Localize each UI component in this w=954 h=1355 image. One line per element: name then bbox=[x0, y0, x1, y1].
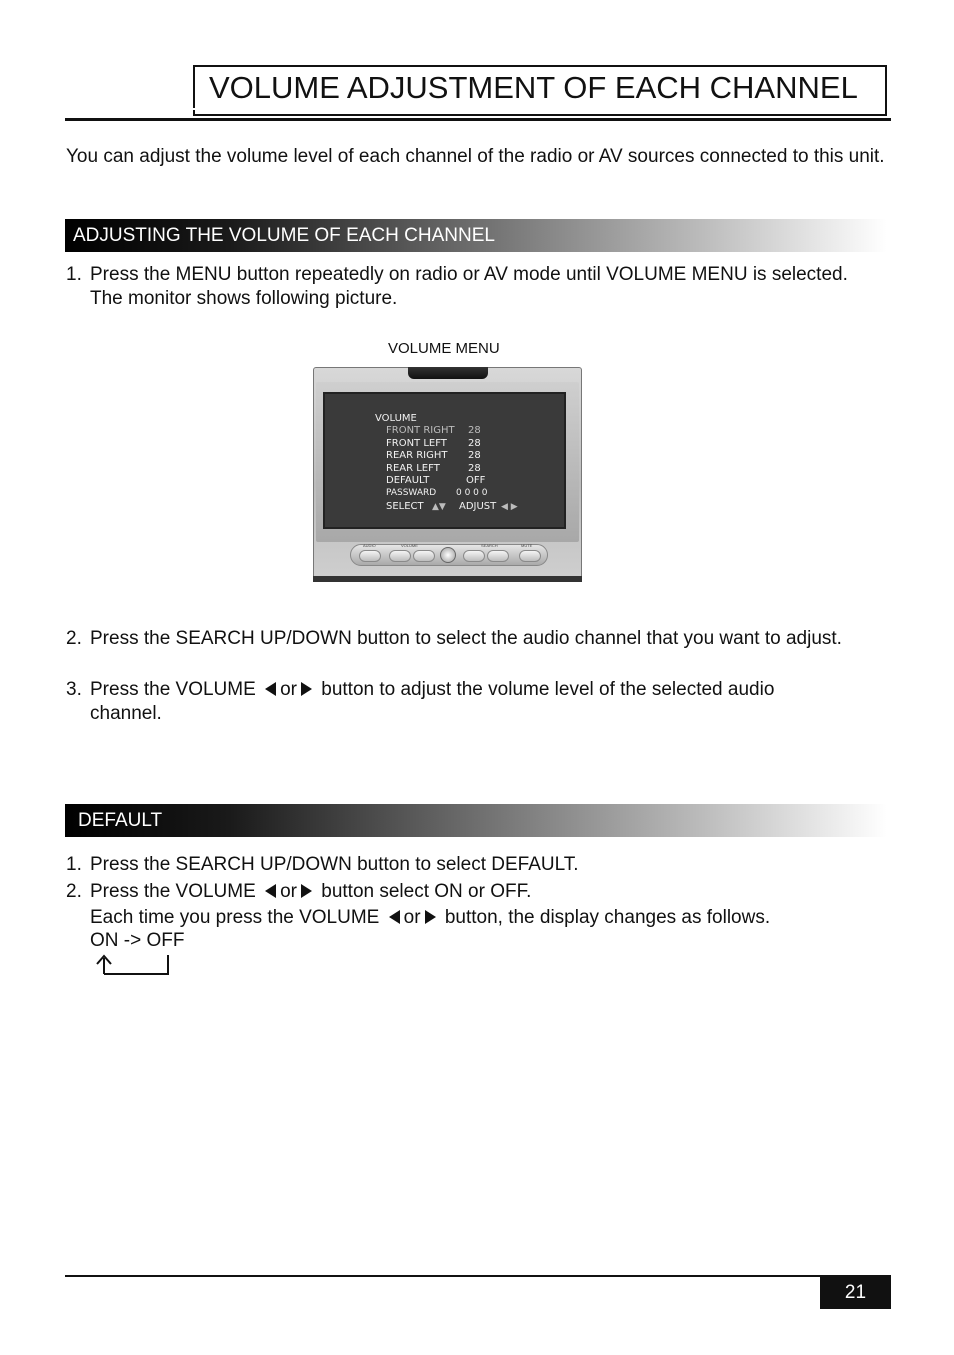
right-arrow-icon bbox=[425, 910, 436, 924]
figure-caption: VOLUME MENU bbox=[388, 340, 500, 357]
step-text: button to adjust the volume level of the selected audio channel. bbox=[90, 679, 775, 724]
step-text-or: or bbox=[280, 679, 297, 700]
monitor-top-clip bbox=[408, 367, 488, 379]
monitor-base bbox=[313, 576, 582, 582]
step-number: 1. bbox=[66, 854, 82, 875]
title-frame-notch bbox=[193, 108, 229, 110]
osd-row-label: REAR LEFT bbox=[386, 463, 440, 474]
step-text: Press the VOLUME bbox=[90, 881, 256, 902]
default-note bbox=[90, 906, 880, 930]
step-item bbox=[66, 263, 866, 311]
osd-adjust-label: ADJUST bbox=[459, 501, 497, 512]
cycle-text: ON -> OFF bbox=[90, 930, 185, 951]
monitor-screen bbox=[323, 392, 566, 529]
note-text-or: or bbox=[403, 907, 421, 928]
osd-row-value: 28 bbox=[468, 425, 481, 436]
step-item bbox=[66, 880, 866, 904]
osd-row-value: OFF bbox=[466, 475, 486, 486]
osd-row-label: FRONT LEFT bbox=[386, 438, 447, 449]
left-arrow-icon bbox=[265, 682, 276, 696]
loop-arrow-icon bbox=[92, 952, 172, 978]
step-text: Press the SEARCH UP/DOWN button to select the audio channel that you want to adjust. bbox=[90, 628, 842, 649]
section-heading-default: DEFAULT bbox=[65, 804, 887, 837]
note-text: button, the display changes as follows. bbox=[444, 907, 771, 928]
left-arrow-icon bbox=[265, 884, 276, 898]
osd-row-label: REAR RIGHT bbox=[386, 450, 448, 461]
osd-row-label: PASSWARD bbox=[386, 488, 437, 498]
step-text: Press the VOLUME bbox=[90, 679, 256, 700]
up-down-arrows-icon: ▲▼ bbox=[432, 502, 446, 512]
osd-row-label: DEFAULT bbox=[386, 475, 430, 486]
page-number: 21 bbox=[820, 1276, 891, 1309]
right-arrow-icon bbox=[301, 682, 312, 696]
step-text: Press the SEARCH UP/DOWN button to select DEFAULT. bbox=[90, 854, 579, 875]
left-right-arrows-icon: ◀ ▶ bbox=[501, 502, 518, 512]
step-item bbox=[66, 678, 866, 726]
step-text: Press the MENU button repeatedly on radio or AV mode until VOLUME MENU is selected. The monitor shows following picture. bbox=[90, 264, 848, 309]
step-number: 2. bbox=[66, 628, 82, 649]
step-number: 3. bbox=[66, 679, 82, 700]
control-label: MUTE bbox=[521, 543, 533, 548]
volume-up-button bbox=[413, 550, 435, 562]
search-up-button bbox=[487, 550, 509, 562]
note-text: Each time you press the VOLUME bbox=[90, 907, 380, 928]
intro-paragraph: You can adjust the volume level of each channel of the radio or AV sources connected to this unit. bbox=[66, 146, 885, 167]
search-down-button bbox=[463, 550, 485, 562]
osd-row-value: 28 bbox=[468, 438, 481, 449]
page-title: VOLUME ADJUSTMENT OF EACH CHANNEL bbox=[209, 70, 858, 105]
audio-button bbox=[359, 550, 381, 562]
step-number: 1. bbox=[66, 264, 82, 285]
osd-row-value: 28 bbox=[468, 450, 481, 461]
power-knob bbox=[440, 547, 456, 563]
footer-rule bbox=[65, 1275, 891, 1277]
osd-row-label: FRONT RIGHT bbox=[386, 425, 455, 436]
osd-row-value: 0 0 0 0 bbox=[456, 488, 488, 498]
osd-select-label: SELECT bbox=[386, 501, 424, 512]
mute-button bbox=[519, 550, 541, 562]
control-label: VOLUME bbox=[401, 543, 418, 548]
step-item bbox=[66, 627, 866, 675]
volume-down-button bbox=[389, 550, 411, 562]
step-text: button select ON or OFF. bbox=[321, 881, 532, 902]
right-arrow-icon bbox=[301, 884, 312, 898]
left-arrow-icon bbox=[389, 910, 400, 924]
step-text-or: or bbox=[280, 881, 297, 902]
section-heading-adjusting: ADJUSTING THE VOLUME OF EACH CHANNEL bbox=[65, 219, 887, 252]
osd-heading: VOLUME bbox=[375, 413, 417, 424]
title-rule bbox=[65, 118, 891, 121]
step-item bbox=[66, 853, 866, 877]
osd-row-value: 28 bbox=[468, 463, 481, 474]
step-number: 2. bbox=[66, 881, 82, 902]
control-label: SEARCH bbox=[481, 543, 498, 548]
control-label: AUDIO bbox=[363, 543, 376, 548]
